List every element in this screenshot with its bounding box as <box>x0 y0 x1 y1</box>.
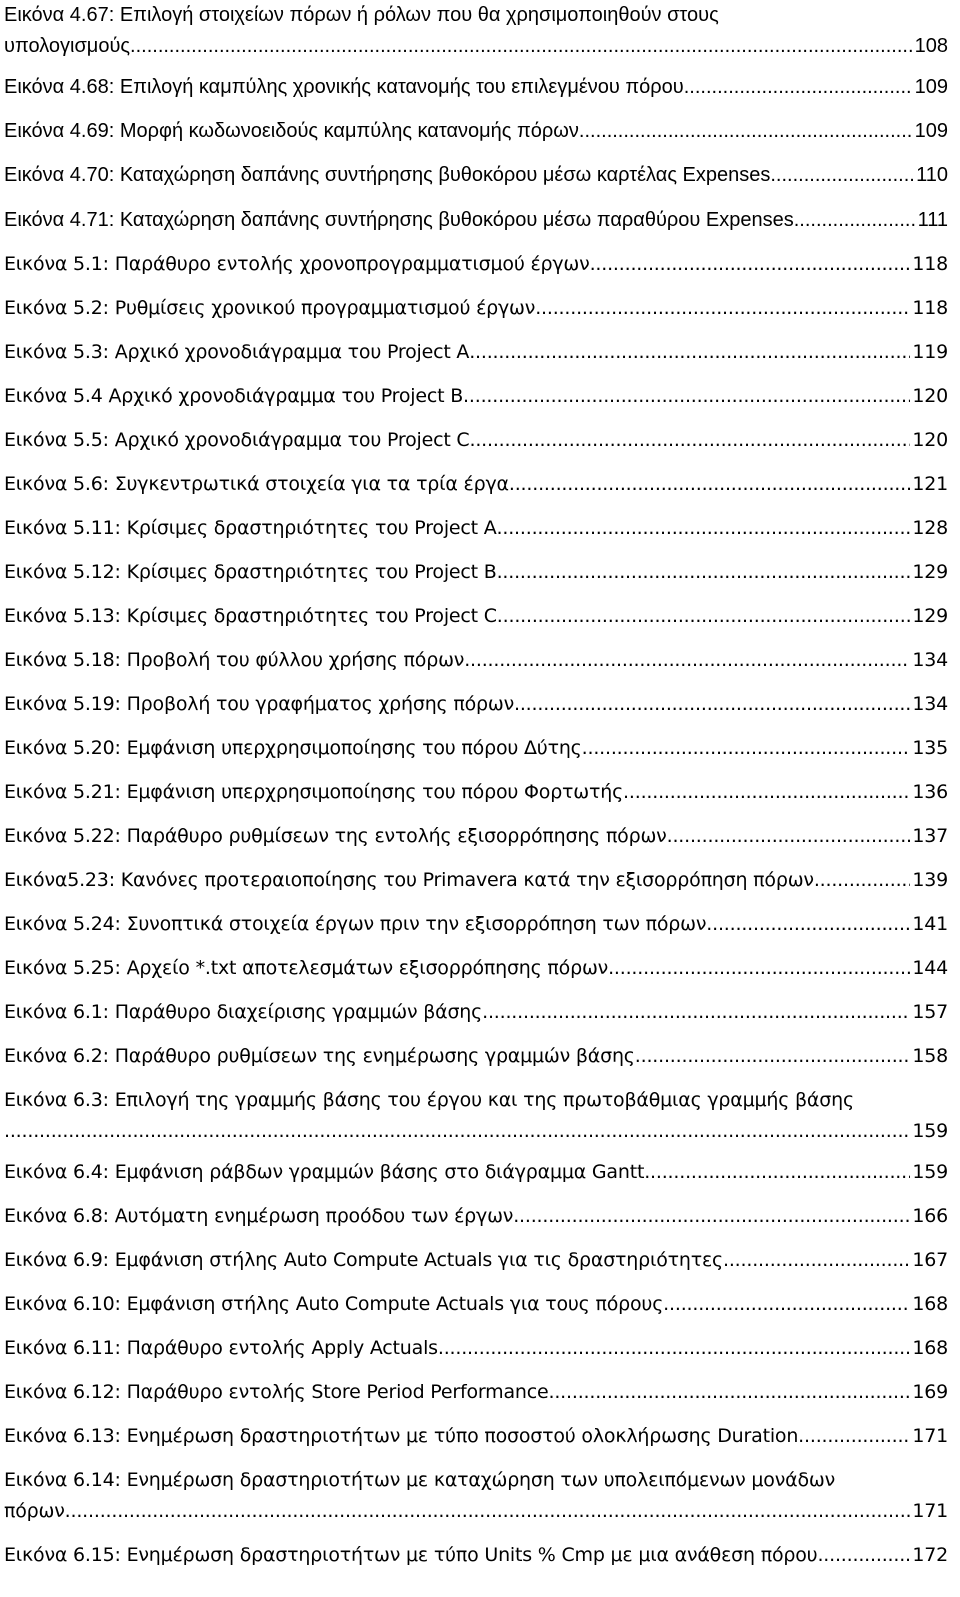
dot-leader <box>469 425 910 456</box>
entry-title: Εικόνα 4.70: Καταχώρηση δαπάνης συντήρησης βυθοκόρου μέσω καρτέλας Expenses <box>4 164 771 186</box>
page-number: 157 <box>912 1001 948 1023</box>
entry-title: Εικόνα 6.15: Ενημέρωση δραστηριοτήτων με τύπο Units % Cmp με μια ανάθεση πόρου <box>4 1544 818 1566</box>
entry-title: Εικόνα 4.69: Μορφή κωδωνοειδούς καμπύλης κατανομής πόρων <box>4 120 579 142</box>
dot-leader <box>497 601 911 632</box>
entry-title: Εικόνα 6.12: Παράθυρο εντολής Store Period Performance <box>4 1381 549 1403</box>
toc-entry[interactable] <box>4 116 948 147</box>
dot-leader <box>549 1377 911 1408</box>
toc-entry[interactable] <box>4 733 948 764</box>
dot-leader <box>770 160 914 191</box>
dot-leader <box>590 249 911 280</box>
toc-entry[interactable] <box>4 425 948 456</box>
toc-entry[interactable] <box>4 205 948 236</box>
entry-title: Εικόνα 5.24: Συνοπτικά στοιχεία έργων πριν την εξισορρόπηση των πόρων <box>4 913 707 935</box>
entry-title: Εικόνα 4.67: Επιλογή στοιχείων πόρων ή ρόλων που θα χρησιμοποιηθούν στους <box>4 4 719 26</box>
toc-entry[interactable] <box>4 909 948 940</box>
page-number: 167 <box>912 1249 948 1271</box>
entry-title: Εικόνα 6.11: Παράθυρο εντολής Apply Actuals <box>4 1337 438 1359</box>
entry-title: Εικόνα 5.13: Κρίσιμες δραστηριότητες του Project C <box>4 605 497 627</box>
page-number: 118 <box>912 297 948 319</box>
dot-leader <box>635 1041 911 1072</box>
page-number: 168 <box>912 1293 948 1315</box>
entry-title-continuation: υπολογισμούς <box>4 35 131 57</box>
dot-leader <box>535 293 910 324</box>
page-number: 135 <box>912 737 948 759</box>
page-number: 137 <box>912 825 948 847</box>
toc-entry[interactable] <box>4 1085 948 1147</box>
dot-leader <box>497 513 911 544</box>
toc-entry[interactable] <box>4 953 948 984</box>
toc-entry[interactable] <box>4 1245 948 1276</box>
entry-title: Εικόνα 5.12: Κρίσιμες δραστηριότητες του Project B <box>4 561 497 583</box>
dot-leader <box>514 689 910 720</box>
toc-entry[interactable] <box>4 1333 948 1364</box>
dot-leader <box>608 953 910 984</box>
page-number: 158 <box>912 1045 948 1067</box>
dot-leader <box>463 381 910 412</box>
page-number: 144 <box>912 957 948 979</box>
page-number: 134 <box>912 649 948 671</box>
entry-title: Εικόνα 5.4 Αρχικό χρονοδιάγραμμα του Project B <box>4 385 464 407</box>
entry-title: Εικόνα 5.1: Παράθυρο εντολής χρονοπρογραμματισμού έργων <box>4 253 590 275</box>
entry-title: Εικόνα 6.2: Παράθυρο ρυθμίσεων της ενημέρωσης γραμμών βάσης <box>4 1045 635 1067</box>
entry-title: Εικόνα 5.20: Εμφάνιση υπερχρησιμοποίησης του πόρου Δύτης <box>4 737 582 759</box>
entry-title: Εικόνα 6.9: Εμφάνιση στήλης Auto Compute Actuals για τις δραστηριότητες <box>4 1249 723 1271</box>
page-number: 109 <box>914 120 948 142</box>
dot-leader <box>667 821 911 852</box>
page-number: 120 <box>912 385 948 407</box>
dot-leader <box>817 1540 910 1571</box>
toc-entry[interactable] <box>4 1157 948 1188</box>
page-number: 166 <box>912 1205 948 1227</box>
page-number: 119 <box>912 341 948 363</box>
page-number: 109 <box>914 76 948 98</box>
page-number: 171 <box>912 1425 948 1447</box>
toc-entry[interactable] <box>4 689 948 720</box>
page-number: 139 <box>912 869 948 891</box>
dot-leader <box>65 1496 911 1527</box>
entry-title: Εικόνα 5.25: Αρχείο *.txt αποτελεσμάτων εξισορρόπησης πόρων <box>4 957 609 979</box>
toc-entry[interactable] <box>4 72 948 103</box>
toc-entry[interactable] <box>4 1421 948 1452</box>
toc-entry[interactable] <box>4 1377 948 1408</box>
entry-title: Εικόνα 5.3: Αρχικό χρονοδιάγραμμα του Project A <box>4 341 470 363</box>
entry-title: Εικόνα 5.11: Κρίσιμες δραστηριότητες του Project A <box>4 517 497 539</box>
entry-title: Εικόνα 5.22: Παράθυρο ρυθμίσεων της εντολής εξισορρόπησης πόρων <box>4 825 667 847</box>
toc-entry[interactable] <box>4 513 948 544</box>
entry-title: Εικόνα5.23: Κανόνες προτεραιοποίησης του Primavera κατά την εξισορρόπηση πόρων <box>4 869 814 891</box>
toc-entry[interactable] <box>4 469 948 500</box>
toc-entry[interactable] <box>4 865 948 896</box>
toc-entry[interactable] <box>4 381 948 412</box>
page-number: 136 <box>912 781 948 803</box>
dot-leader <box>469 337 910 368</box>
page-number: 159 <box>912 1120 948 1142</box>
entry-title: Εικόνα 6.13: Ενημέρωση δραστηριοτήτων με τύπο ποσοστού ολοκλήρωσης Duration <box>4 1425 799 1447</box>
entry-title: Εικόνα 6.10: Εμφάνιση στήλης Auto Compute Actuals για τους πόρους <box>4 1293 664 1315</box>
toc-entry[interactable] <box>4 557 948 588</box>
dot-leader <box>579 116 913 147</box>
dot-leader <box>684 72 913 103</box>
entry-title: Εικόνα 5.5: Αρχικό χρονοδιάγραμμα του Project C <box>4 429 470 451</box>
dot-leader <box>706 909 910 940</box>
dot-leader <box>482 997 910 1028</box>
entry-title: Εικόνα 5.21: Εμφάνιση υπερχρησιμοποίησης του πόρου Φορτωτής <box>4 781 624 803</box>
entry-title: Εικόνα 4.68: Επιλογή καμπύλης χρονικής κατανομής του επιλεγμένου πόρου <box>4 76 684 98</box>
page-number: 172 <box>912 1544 948 1566</box>
page-number: 128 <box>912 517 948 539</box>
toc-entry[interactable] <box>4 0 948 62</box>
dot-leader <box>4 1116 910 1147</box>
toc-entry[interactable] <box>4 293 948 324</box>
page-number: 108 <box>914 35 948 57</box>
entry-title: Εικόνα 5.19: Προβολή του γραφήματος χρήσης πόρων <box>4 693 514 715</box>
page-number: 129 <box>912 605 948 627</box>
dot-leader <box>497 557 911 588</box>
entry-title: Εικόνα 4.71: Καταχώρηση δαπάνης συντήρησης βυθοκόρου μέσω παραθύρου Expenses <box>4 209 794 231</box>
page-number: 129 <box>912 561 948 583</box>
page-number: 168 <box>912 1337 948 1359</box>
dot-leader <box>663 1289 910 1320</box>
toc-entry[interactable] <box>4 1465 948 1527</box>
dot-leader <box>794 205 916 236</box>
page-number: 169 <box>912 1381 948 1403</box>
page-number: 120 <box>912 429 948 451</box>
dot-leader <box>582 733 911 764</box>
toc-entry[interactable] <box>4 777 948 808</box>
dot-leader <box>513 1201 910 1232</box>
page-number: 121 <box>912 473 948 495</box>
toc-entry[interactable] <box>4 645 948 676</box>
toc-entry[interactable] <box>4 1289 948 1320</box>
page-number: 118 <box>912 253 948 275</box>
toc-entry[interactable] <box>4 249 948 280</box>
page-number: 171 <box>912 1500 948 1522</box>
entry-title: Εικόνα 6.8: Αυτόματη ενημέρωση προόδου των έργων <box>4 1205 514 1227</box>
toc-entry[interactable] <box>4 1540 948 1571</box>
dot-leader <box>798 1421 910 1452</box>
dot-leader <box>438 1333 910 1364</box>
dot-leader <box>623 777 910 808</box>
entry-title: Εικόνα 6.14: Ενημέρωση δραστηριοτήτων με καταχώρηση των υπολειπόμενων μονάδων <box>4 1469 836 1491</box>
entry-title: Εικόνα 5.6: Συγκεντρωτικά στοιχεία για τα τρία έργα <box>4 473 509 495</box>
dot-leader <box>464 645 910 676</box>
toc-entry[interactable] <box>4 821 948 852</box>
toc-entry[interactable] <box>4 337 948 368</box>
entry-title-continuation: πόρων <box>4 1500 65 1522</box>
entry-title: Εικόνα 5.18: Προβολή του φύλλου χρήσης πόρων <box>4 649 465 671</box>
page-number: 159 <box>912 1161 948 1183</box>
page-number: 110 <box>916 164 948 186</box>
toc-entry[interactable] <box>4 601 948 632</box>
page-number: 111 <box>917 209 948 231</box>
dot-leader <box>130 31 913 62</box>
page-number: 141 <box>912 913 948 935</box>
toc-entry[interactable] <box>4 997 948 1028</box>
entry-title: Εικόνα 5.2: Ρυθμίσεις χρονικού προγραμματισμού έργων <box>4 297 536 319</box>
dot-leader <box>644 1157 910 1188</box>
toc-entry[interactable] <box>4 1201 948 1232</box>
dot-leader <box>509 469 910 500</box>
dot-leader <box>814 865 911 896</box>
page-number: 134 <box>912 693 948 715</box>
toc-entry[interactable] <box>4 1041 948 1072</box>
entry-title: Εικόνα 6.4: Εμφάνιση ράβδων γραμμών βάσης στο διάγραμμα Gantt <box>4 1161 645 1183</box>
toc-entry[interactable] <box>4 160 948 191</box>
entry-title: Εικόνα 6.1: Παράθυρο διαχείρισης γραμμών βάσης <box>4 1001 483 1023</box>
dot-leader <box>723 1245 910 1276</box>
entry-title: Εικόνα 6.3: Επιλογή της γραμμής βάσης του έργου και της πρωτοβάθμιας γραμμής βάσης <box>4 1089 854 1111</box>
